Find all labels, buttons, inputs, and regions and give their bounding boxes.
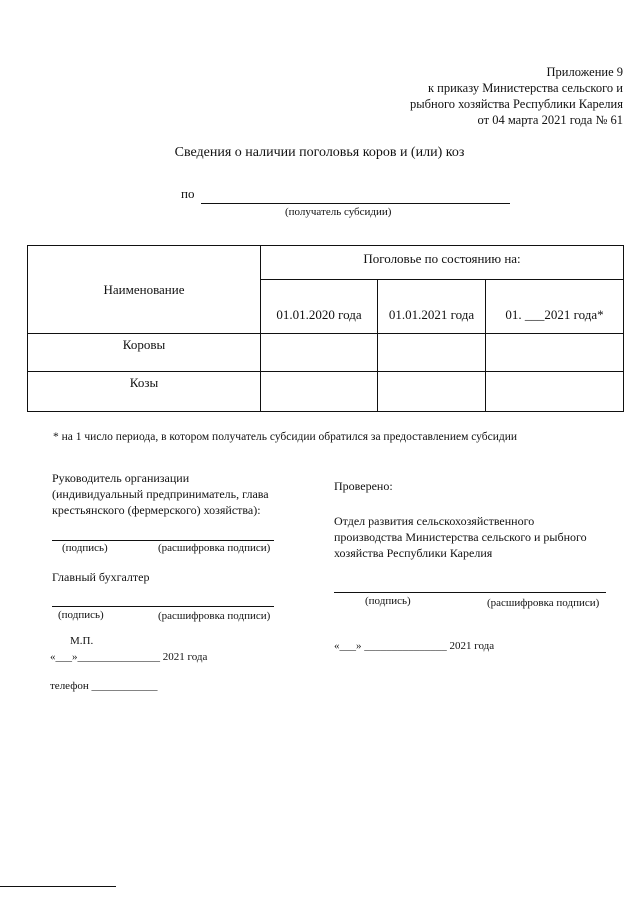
appendix-line-2: к приказу Министерства сельского и <box>427 81 623 95</box>
head-label-line-3: крестьянского (фермерского) хозяйства): <box>52 503 261 517</box>
recipient-caption: (получатель субсидии) <box>285 206 392 218</box>
department-signature-line[interactable] <box>334 592 606 593</box>
date-header-2020: 01.01.2020 года <box>261 280 378 334</box>
appendix-line-4: от 04 марта 2021 года № 61 <box>477 113 623 127</box>
department-line-1: Отдел развития сельскохозяйственного <box>334 514 535 528</box>
department-sign-caption: (подпись) <box>365 595 411 607</box>
recipient-prefix: по <box>181 186 195 201</box>
cell-goats-current[interactable] <box>486 372 624 412</box>
recipient-field-line[interactable] <box>201 203 510 204</box>
name-header-cell <box>28 246 261 334</box>
appendix-line-3: рыбного хозяйства Республики Карелия <box>410 97 623 111</box>
head-label-line-1: Руководитель организации <box>52 471 190 485</box>
row-name-goats: Козы <box>28 372 261 412</box>
footnote-separator <box>0 886 116 887</box>
head-label-line-2: (индивидуальный предприниматель, глава <box>52 487 269 501</box>
cell-goats-2021[interactable] <box>378 372 486 412</box>
accountant-signature-line[interactable] <box>52 606 274 607</box>
accountant-decode-caption: (расшифровка подписи) <box>158 610 271 622</box>
cell-cows-2020[interactable] <box>261 334 378 372</box>
appendix-line-1: Приложение 9 <box>546 65 623 79</box>
right-date-line[interactable]: «___» _______________ 2021 года <box>334 640 495 652</box>
footnote: * на 1 число периода, в котором получатель субсидии обратился за предоставлением субсидии <box>53 431 518 443</box>
name-header: Наименование <box>103 281 185 297</box>
department-block <box>334 513 624 561</box>
cell-cows-current[interactable] <box>486 334 624 372</box>
department-decode-caption: (расшифровка подписи) <box>487 597 600 609</box>
date-header-current: 01. ___2021 года* <box>486 280 624 334</box>
head-signature-line[interactable] <box>52 540 274 541</box>
accountant-sign-caption: (подпись) <box>58 609 104 621</box>
head-decode-caption: (расшифровка подписи) <box>158 542 271 554</box>
department-line-3: хозяйства Республики Карелия <box>334 546 493 560</box>
left-date-line[interactable]: «___»_______________ 2021 года <box>50 651 208 663</box>
head-signature-label <box>52 470 322 518</box>
appendix-block <box>410 64 623 128</box>
cell-goats-2020[interactable] <box>261 372 378 412</box>
row-name-cows: Коровы <box>28 334 261 372</box>
document-title: Сведения о наличии поголовья коров и (или) коз <box>174 145 465 160</box>
phone-field[interactable]: телефон ____________ <box>50 680 158 692</box>
group-header-cell <box>261 246 624 280</box>
accountant-label: Главный бухгалтер <box>52 570 150 584</box>
group-header: Поголовье по состоянию на: <box>363 251 521 266</box>
livestock-table <box>27 245 624 412</box>
date-header-2021: 01.01.2021 года <box>378 280 486 334</box>
stamp-mark: М.П. <box>70 635 94 647</box>
cell-cows-2021[interactable] <box>378 334 486 372</box>
department-line-2: производства Министерства сельского и рыбного <box>334 530 587 544</box>
checked-label: Проверено: <box>334 479 393 493</box>
head-sign-caption: (подпись) <box>62 542 108 554</box>
